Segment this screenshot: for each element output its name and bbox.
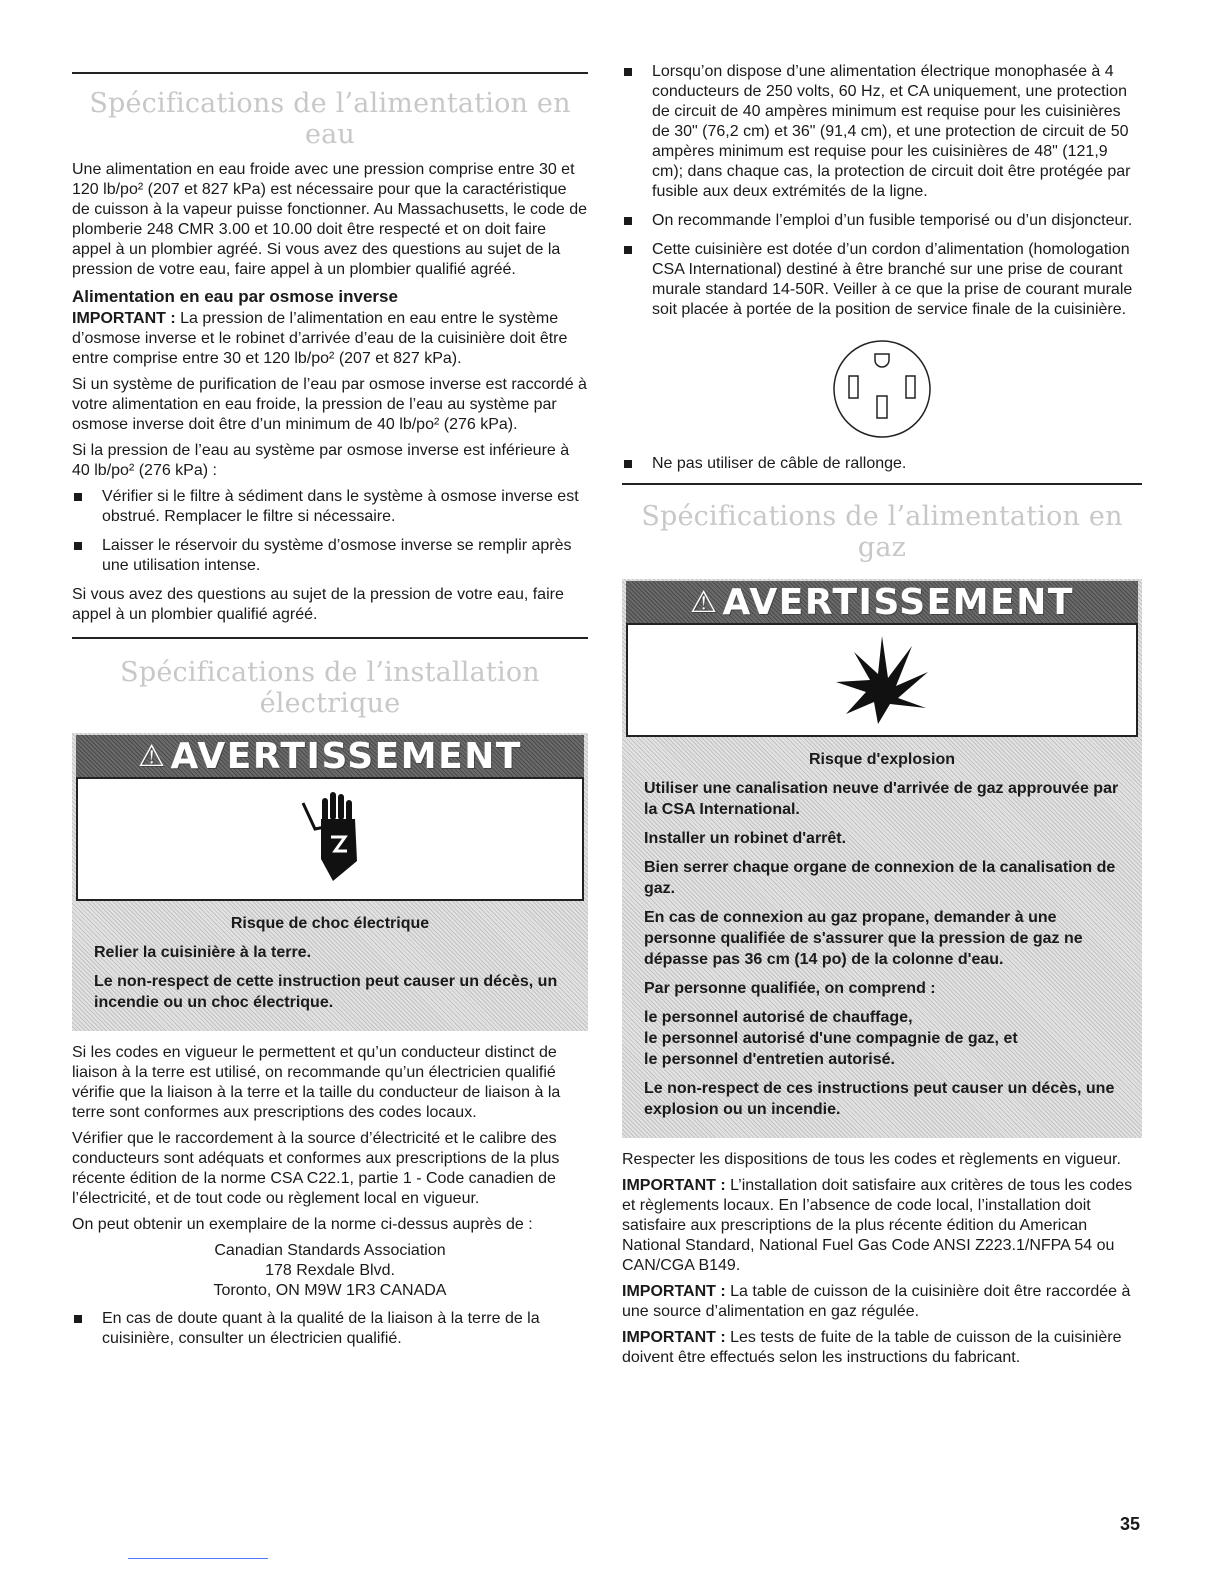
list-item: Cette cuisinière est dotée d’un cordon d’alimentation (homologation CSA International) destiné à être branché sur une prise de courant murale standard 14-50R. Veiller à ce que la prise de courant murale soit placée à portée de la position de service finale de la cuisinière. [622, 240, 1142, 320]
list-item: Ne pas utiliser de câble de rallonge. [622, 454, 1142, 474]
divider [72, 637, 588, 639]
electric-right-bullets [622, 62, 1142, 320]
address-line: 178 Rexdale Blvd. [265, 1262, 395, 1279]
hazard-title: Risque d'explosion [808, 751, 956, 768]
electric-left-bullets [72, 1309, 588, 1349]
warning-line: Bien serrer chaque organe de connexion de la canalisation de gaz. [644, 859, 1116, 897]
important-text: La pression de l’alimentation en eau entre le système d’osmose inverse et le robinet d’arrivée d’eau de la cuisinière doit être entre comprise entre 30 et 120 lb/po² (207 et 827 kPa). [72, 310, 568, 367]
warning-consequence: Le non-respect de ces instructions peut causer un décès, une explosion ou un incendie. [644, 1080, 1115, 1118]
list-item: Laisser le réservoir du système d’osmose inverse se remplir après une utilisation intense. [72, 536, 588, 576]
divider [72, 72, 588, 74]
list-item: On recommande l’emploi d’un fusible temporisé ou d’un disjoncteur. [622, 211, 1142, 231]
ro-paragraph-2: Si la pression de l’eau au système par osmose inverse est inférieure à 40 lb/po² (276 kPa) : [72, 442, 570, 479]
warning-line: Utiliser une canalisation neuve d'arrivée de gaz approuvée par la CSA International. [644, 780, 1119, 818]
hazard-title: Risque de choc électrique [230, 915, 430, 932]
explosion-icon [626, 623, 1138, 737]
warning-line: Par personne qualifiée, on comprend : [644, 980, 936, 997]
warning-line: Installer un robinet d'arrêt. [644, 830, 847, 847]
right-column [622, 62, 1142, 1374]
list-item: En cas de doute quant à la qualité de la liaison à la terre de la cuisinière, consulter un électricien qualifié. [72, 1309, 588, 1349]
qualified-list [644, 1007, 1120, 1070]
important-label: IMPORTANT : [622, 1283, 726, 1300]
electric-paragraph-1: Si les codes en vigueur le permettent et qu’un conducteur distinct de liaison à la terre est utilisé, on recommande qu’un électricien qualifié vérifie que la liaison à la terre et la taille du conducteur de liaison à la terre sont conformes aux prescriptions des codes locaux. [72, 1044, 561, 1121]
warning-header [626, 581, 1138, 623]
warning-header [76, 735, 584, 777]
gas-paragraph-1: Respecter les dispositions de tous les codes et règlements en vigueur. [622, 1151, 1121, 1168]
address-block [72, 1241, 588, 1301]
important-text: L’installation doit satisfaire aux critères de tous les codes et règlements locaux. En l’absence de code local, l’installation doit satisfaire aux prescriptions de la plus récente édition du American National Standard, National Fuel Gas Code ANSI Z223.1/NFPA 54 ou CAN/CGA B149. [622, 1177, 1133, 1274]
electric-paragraph-3: On peut obtenir un exemplaire de la norme ci-dessus auprès de : [72, 1216, 533, 1233]
gas-important-2 [622, 1282, 1142, 1322]
important-label: IMPORTANT : [622, 1329, 726, 1346]
outlet-diagram [622, 334, 1142, 444]
qualified-item: le personnel autorisé de chauffage, [644, 1009, 913, 1026]
important-text: Les tests de fuite de la table de cuisson de la cuisinière doivent être effectués selon les instructions du fabricant. [622, 1329, 1122, 1366]
warning-header-label: AVERTISSEMENT [170, 735, 522, 777]
warning-line: En cas de connexion au gaz propane, demander à une personne qualifiée de s'assurer que la pression de gaz ne dépasse pas 36 cm (14 po) de la colonne d'eau. [644, 909, 1083, 968]
ro-paragraph-1: Si un système de purification de l’eau par osmose inverse est raccordé à votre alimentation en eau froide, la pression de l’eau au système par osmose inverse doit être d’un minimum de 40 lb/po² (276 kPa). [72, 376, 587, 433]
water-intro: Une alimentation en eau froide avec une pression comprise entre 30 et 120 lb/po² (207 et 827 kPa) est nécessaire pour que la caractéristique de cuisson à la vapeur puisse fonctionner. Au Massachusetts, le code de plomberie 248 CMR 3.00 et 10.00 doit être respecté et on doit faire appel à un plombier agréé. Si vous avez des questions au sujet de la pression de votre eau, faire appel à un plombier qualifié agréé. [72, 161, 587, 278]
warning-line: Le non-respect de cette instruction peut causer un décès, un incendie ou un choc électrique. [94, 973, 558, 1011]
qualified-item: le personnel d'entretien autorisé. [644, 1051, 895, 1068]
warning-triangle-icon: ⚠ [690, 584, 719, 620]
outlet-14-50r-icon [827, 334, 937, 444]
gas-warning-box [622, 579, 1142, 1138]
electric-section-title: Spécifications de l’installation électrique [120, 657, 540, 719]
gas-important-1 [622, 1176, 1142, 1276]
ro-bullets [72, 487, 588, 576]
address-line: Canadian Standards Association [214, 1242, 446, 1259]
electric-warning-box [72, 733, 588, 1031]
warning-line: Relier la cuisinière à la terre. [94, 944, 312, 961]
ro-heading: Alimentation en eau par osmose inverse [72, 287, 398, 306]
important-label: IMPORTANT : [72, 310, 176, 327]
gas-important-3 [622, 1328, 1142, 1368]
qualified-item: le personnel autorisé d'une compagnie de gaz, et [644, 1030, 1018, 1047]
water-section-title: Spécifications de l’alimentation en eau [89, 88, 571, 150]
list-item: Vérifier si le filtre à sédiment dans le système à osmose inverse est obstrué. Remplacer le filtre si nécessaire. [72, 487, 588, 527]
important-label: IMPORTANT : [622, 1177, 726, 1194]
extension-bullet [622, 454, 1142, 474]
list-item: Lorsqu’on dispose d’une alimentation électrique monophasée à 4 conducteurs de 250 volts, 60 Hz, et CA uniquement, une protection de circuit de 40 ampères minimum est requise pour les cuisinières de 30" (76,2 cm) et 36" (91,4 cm), et une protection de circuit de 50 ampères minimum est requise pour les cuisinières de 48" (121,9 cm); dans chaque cas, la protection de circuit doit être protégée par fusible aux deux extrémités de la ligne. [622, 62, 1142, 202]
divider [622, 483, 1142, 485]
gas-section-title: Spécifications de l’alimentation en gaz [641, 501, 1123, 563]
electric-shock-icon [76, 777, 584, 901]
left-column [72, 62, 588, 1358]
address-line: Toronto, ON M9W 1R3 CANADA [213, 1282, 447, 1299]
footer-line [128, 1558, 268, 1559]
ro-important [72, 309, 588, 369]
warning-header-label: AVERTISSEMENT [722, 581, 1074, 623]
electric-paragraph-2: Vérifier que le raccordement à la source d’électricité et le calibre des conducteurs sont adéquats et conformes aux prescriptions de la plus récente édition de la norme CSA C22.1, partie 1 - Code canadien de l’électricité, et de tout code ou règlement local en vigueur. [72, 1130, 560, 1207]
warning-text [626, 737, 1138, 1134]
warning-text [76, 901, 584, 1027]
important-text: La table de cuisson de la cuisinière doit être raccordée à une source d’alimentation en gaz régulée. [622, 1283, 1131, 1320]
warning-triangle-icon: ⚠ [138, 738, 167, 774]
page-number: 35 [1119, 1514, 1140, 1534]
ro-paragraph-3: Si vous avez des questions au sujet de la pression de votre eau, faire appel à un plombier qualifié agréé. [72, 586, 564, 623]
